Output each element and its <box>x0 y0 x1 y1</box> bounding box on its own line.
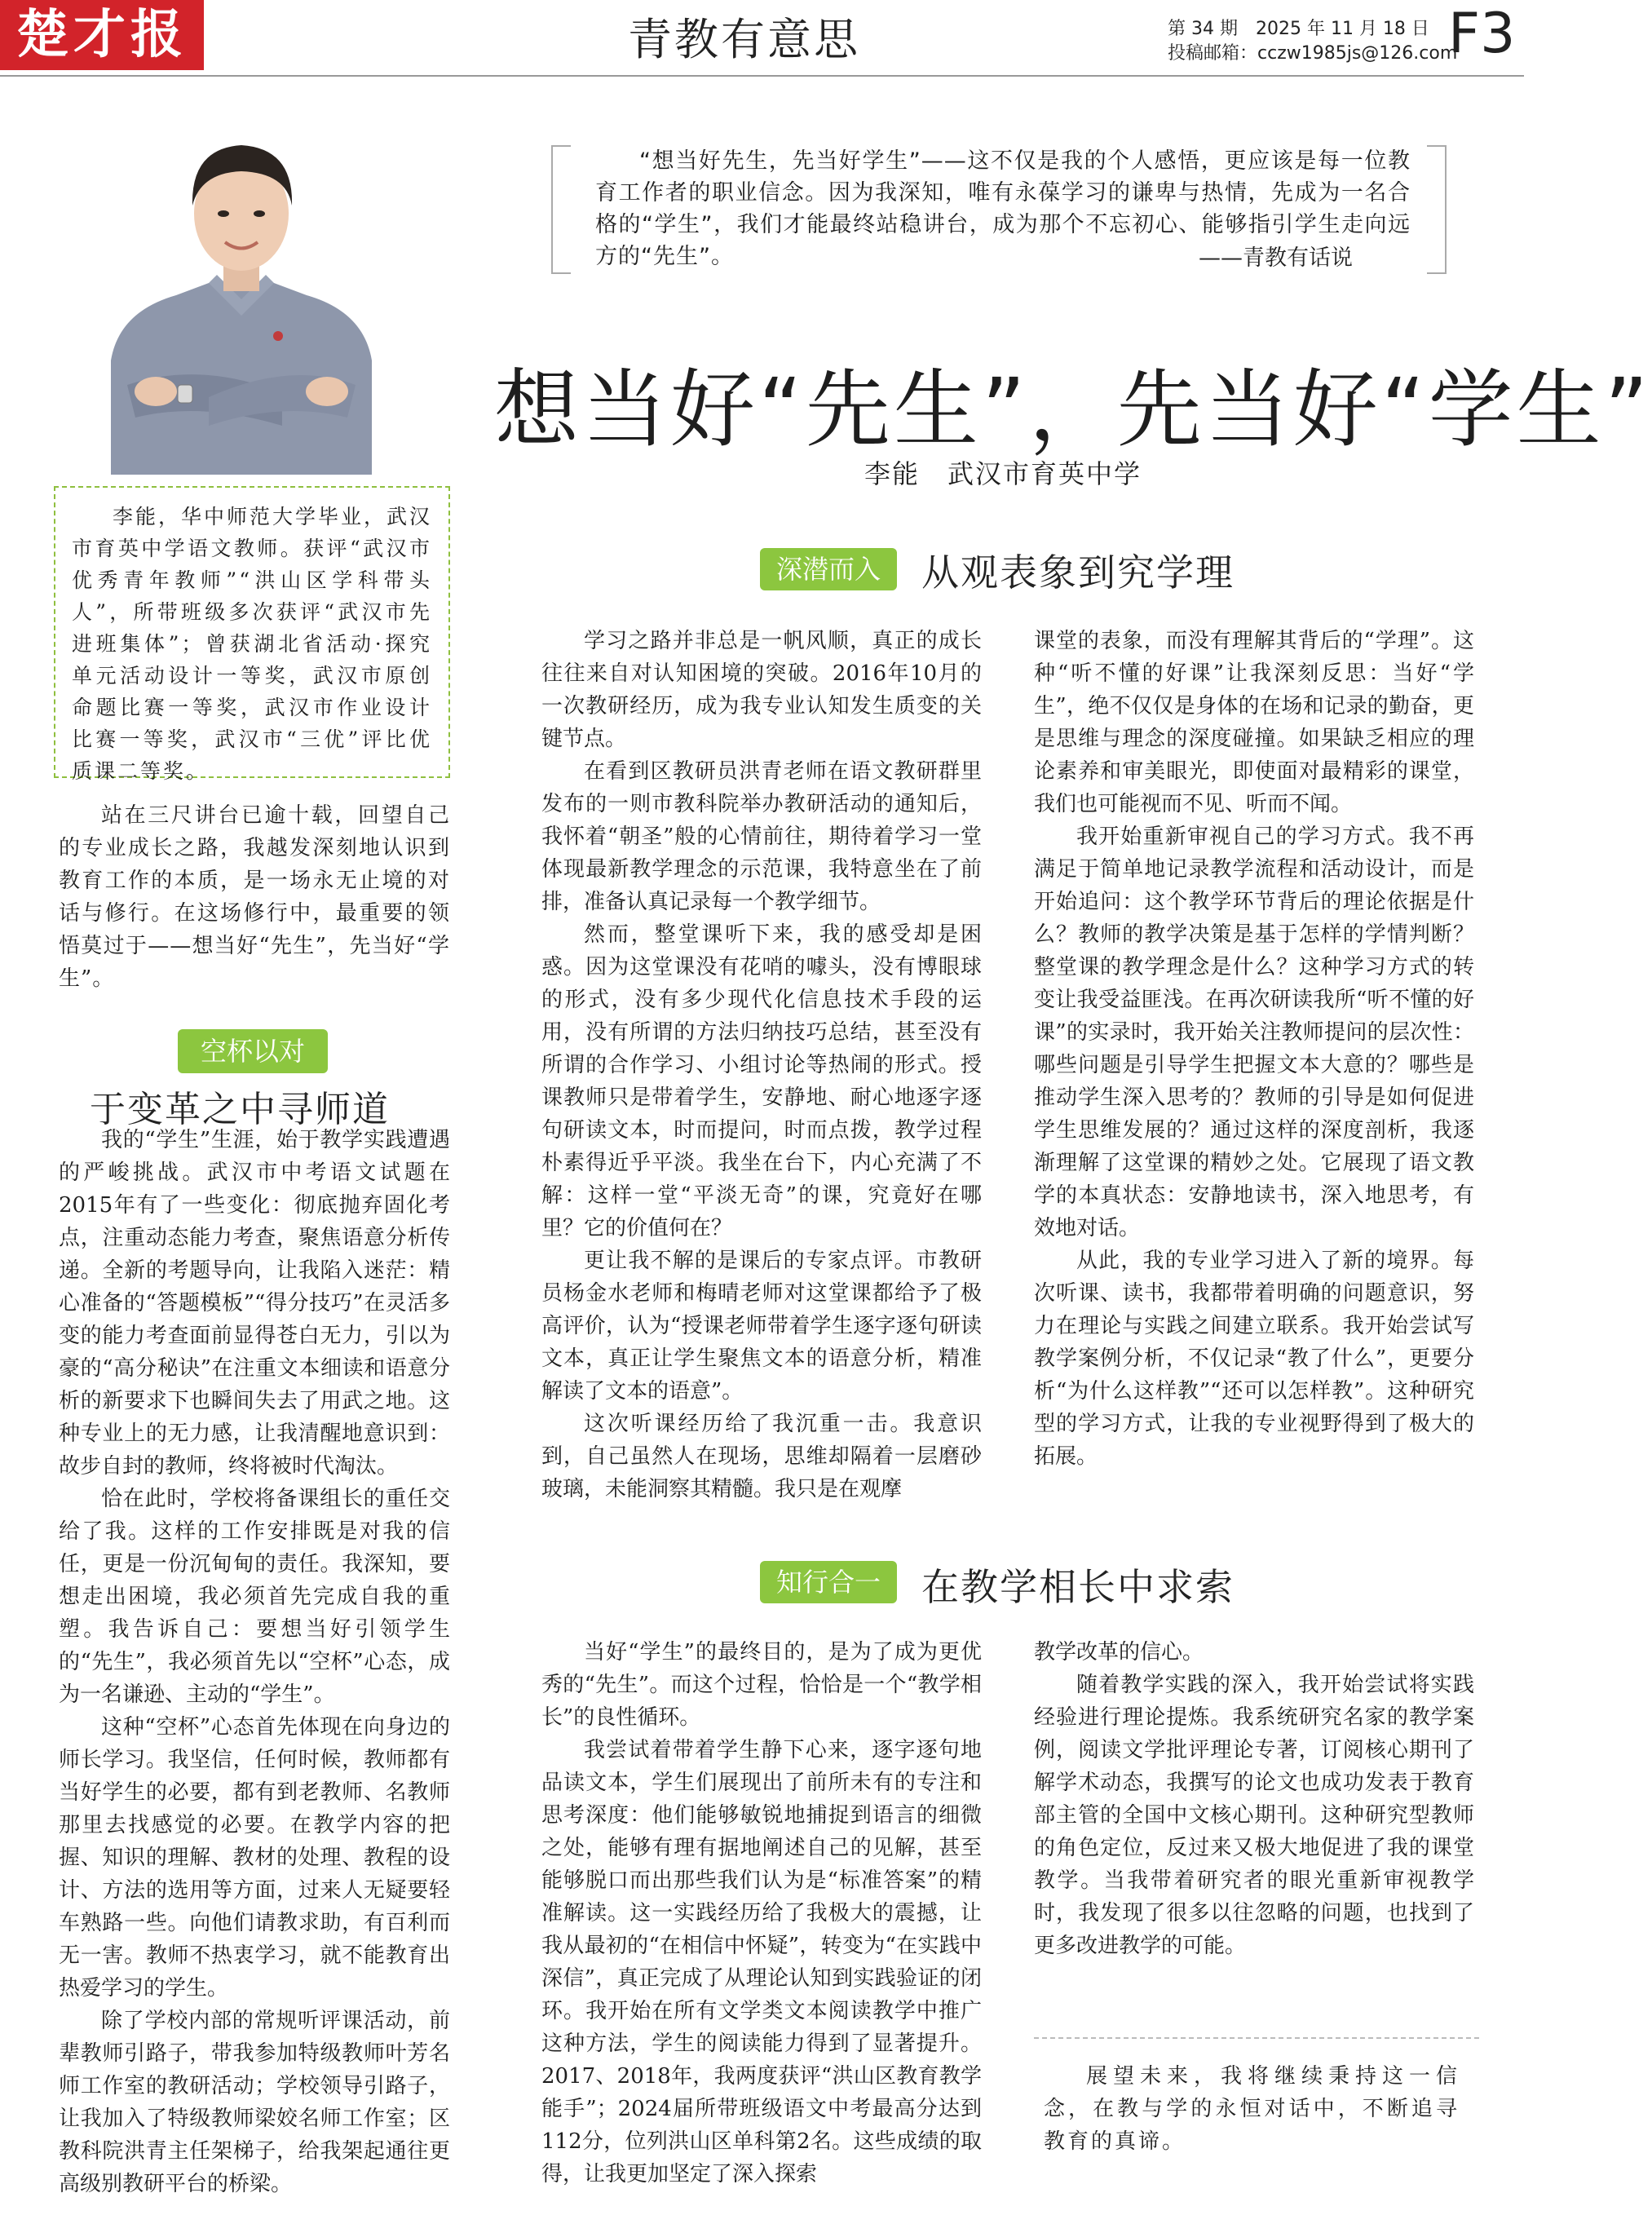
header-divider <box>0 75 1524 77</box>
closing-divider <box>1034 2037 1479 2039</box>
paragraph: 更让我不解的是课后的专家点评。市教研员杨金水老师和梅晴老师对这堂课都给予了极高评价，认为“授课老师带着学生逐字逐句研读文本，真正让学生聚焦文本的语意分析，精准解读了文本的语意”。 <box>541 1249 982 1404</box>
paragraph: 学习之路并非总是一帆风顺，真正的成长往往来自对认知困境的突破。2016年10月的一次教研经历，成为我专业认知发生质变的关键节点。 <box>541 629 982 751</box>
paragraph: 然而，整堂课听下来，我的感受却是困惑。因为这堂课没有花哨的噱头，没有博眼球的形式，没有多少现代化信息技术手段的运用，没有所谓的方法归纳技巧总结，甚至没有所谓的合作学习、小组讨论等热闹的形式。授课教师只是带着学生，安静地、耐心地逐字逐句研读文本，时而提问，时而点拨，教学过程朴素得近乎平淡。我坐在台下，内心充满了不解：这样一堂“平淡无奇”的课，究竟好在哪里？它的价值何在？ <box>541 922 982 1240</box>
author-bio-box <box>54 486 450 783</box>
section-title-3: 在教学相长中求索 <box>921 1565 1235 1609</box>
byline: 李能 武汉市育英中学 <box>864 458 1142 489</box>
paragraph: 我开始重新审视自己的学习方式。我不再满足于简单地记录教学流程和活动设计，而是开始追问：这个教学环节背后的理论依据是什么？教师的教学决策是基于怎样的学情判断？整堂课的教学理念是什么？这种学习方式的转变让我受益匪浅。在再次研读我所“听不懂的好课”的实录时，我开始关注教师提问的层次性：哪些问题是引导学生把握文本大意的？哪些是推动学生深入思考的？教师的引导是如何促进学生思维发展的？通过这样的深度剖析，我逐渐理解了这堂课的精妙之处。它展现了语文教学的本真状态：安静地读书，深入地思考，有效地对话。 <box>1034 825 1474 1240</box>
author-bio: 李能，华中师范大学毕业，武汉市育英中学语文教师。获评“武汉市优秀青年教师”“洪山区学科带头人”，所带班级多次获评“武汉市先进班集体”；曾获湖北省活动·探究单元活动设计一等奖，武汉市原创命题比赛一等奖，武汉市作业设计比赛一等奖，武汉市“三优”评比优质课二等奖。 <box>72 505 433 783</box>
paragraph: 教学改革的信心。 <box>1034 1640 1204 1665</box>
section2-column-b <box>1034 625 1474 1473</box>
paragraph: 我尝试着带着学生静下心来，逐字逐句地品读文本，学生们展现出了前所未有的专注和思考深度：他们能够敏锐地捕捉到语言的细微之处，能够有理有据地阐述自己的见解，甚至能够脱口而出那些我们认为是“标准答案”的精准解读。这一实践经历给了我极大的震撼，让我从最初的“在相信中怀疑”，转变为“在实践中深信”，真正完成了从理论认知到实践验证的闭环。我开始在所有文学类文本阅读教学中推广这种方法，学生的阅读能力得到了显著提升。2017、2018年，我两度获评“洪山区教育教学能手”；2024届所带班级语文中考最高分达到112分，位列洪山区单科第2名。这些成绩的取得，让我更加坚定了深入探索 <box>541 1738 982 2186</box>
paragraph: 从此，我的专业学习进入了新的境界。每次听课、读书，我都带着明确的问题意识，努力在理论与实践之间建立联系。我开始尝试写教学案例分析，不仅记录“教了什么”，更要分析“为什么这样教”“还可以怎样教”。这种研究型的学习方式，让我的专业视野得到了极大的拓展。 <box>1034 1249 1474 1469</box>
paragraph: 这次听课经历给了我沉重一击。我意识到，自己虽然人在现场，思维却隔着一层磨砂玻璃，未能洞察其精髓。我只是在观摩 <box>541 1412 982 1501</box>
pull-quote-source: ——青教有话说 <box>1199 245 1353 271</box>
intro-text: 站在三尺讲台已逾十载，回望自己的专业成长之路，我越发深刻地认识到教育工作的本质，是一场永无止境的对话与修行。在这场修行中，最重要的领悟莫过于——想当好“先生”，先当好“学生”。 <box>59 803 450 991</box>
intro-paragraph <box>59 799 450 995</box>
section-tag-zhixing: 知行合一 <box>760 1561 897 1603</box>
paragraph: 除了学校内部的常规听评课活动，前辈教师引路子，带我参加特级教师叶芳名师工作室的教研活动；学校领导引路子，让我加入了特级教师梁姣名师工作室；区教科院洪青主任架梯子，给我架起通往更高级别教研平台的桥梁。 <box>59 2009 450 2196</box>
paragraph: 课堂的表象，而没有理解其背后的“学理”。这种“听不懂的好课”让我深刻反思：当好“学生”，绝不仅仅是身体的在场和记录的勤奋，更是思维与理念的深度碰撞。如果缺乏相应的理论素养和审美眼光，即使面对最精彩的课堂，我们也可能视而不见、听而不闻。 <box>1034 629 1474 816</box>
closing-statement: 展望未来，我将继续秉持这一信念，在教与学的永恒对话中，不断追寻教育的真谛。 <box>1044 2064 1460 2154</box>
submission-email: 投稿邮箱：cczw1985js@126.com <box>1168 43 1458 64</box>
issue-date: 第 34 期 2025 年 11 月 18 日 <box>1168 19 1429 39</box>
page-number: F3 <box>1448 2 1516 66</box>
section-tag-kongbei: 空杯以对 <box>178 1029 328 1073</box>
section3-column-d <box>1034 1636 1474 1962</box>
pull-quote: “想当好先生，先当好学生”——这不仅是我的个人感悟，更应该是每一位教育工作者的职业信念。因为我深知，唯有永葆学习的谦卑与热情，先成为一名合格的“学生”，我们才能最终站稳讲台，成为那个不忘初心、能够指引学生走向远方的“先生”。 <box>595 148 1411 269</box>
section-tag-shenqian: 深潜而入 <box>760 548 897 590</box>
quote-bracket-left <box>551 145 571 274</box>
paragraph: 我的“学生”生涯，始于教学实践遭遇的严峻挑战。武汉市中考语文试题在2015年有了一些变化：彻底抛弃固化考点，注重动态能力考查，聚焦语意分析传递。全新的考题导向，让我陷入迷茫：精心准备的“答题模板”“得分技巧”在灵活多变的能力考查面前显得苍白无力，引以为豪的“高分秘诀”在注重文本细读和语意分析的新要求下也瞬间失去了用武之地。这种专业上的无力感，让我清醒地意识到：故步自封的教师，终将被时代淘汰。 <box>59 1128 450 1479</box>
paragraph: 当好“学生”的最终目的，是为了成为更优秀的“先生”。而这个过程，恰恰是一个“教学相长”的良性循环。 <box>541 1640 982 1730</box>
section-title: 青教有意思 <box>628 14 860 65</box>
author-portrait <box>78 91 404 475</box>
paragraph: 随着教学实践的深入，我开始尝试将实践经验进行理论提炼。我系统研究名家的教学案例，阅读文学批评理论专著，订阅核心期刊了解学术动态，我撰写的论文也成功发表于教育部主管的全国中文核心期刊。这种研究型教师的角色定位，反过来又极大地促进了我的课堂教学。当我带着研究者的眼光重新审视教学时，我发现了很多以往忽略的问题，也找到了更多改进教学的可能。 <box>1034 1673 1474 1958</box>
article-headline: 想当好“先生”，先当好“学生” <box>494 360 1652 459</box>
section3-column-c <box>541 1636 982 2191</box>
paragraph: 恰在此时，学校将备课组长的重任交给了我。这样的工作安排既是对我的信任，更是一份沉甸甸的责任。我深知，要想走出困境，我必须首先完成自我的重塑。我告诉自己：要想当好引领学生的“先生”，我必须首先以“空杯”心态，成为一名谦逊、主动的“学生”。 <box>59 1487 450 1707</box>
section-title-1: 于变革之中寻师道 <box>90 1089 390 1130</box>
section1-body <box>59 1124 450 2200</box>
paragraph: 这种“空杯”心态首先体现在向身边的师长学习。我坚信，任何时候，教师都有当好学生的必要，都有到老教师、名教师那里去找感觉的必要。在教学内容的把握、知识的理解、教材的处理、教程的设计、方法的选用等方面，过来人无疑要轻车熟路一些。向他们请教求助，有百利而无一害。教师不热衷学习，就不能教育出热爱学习的学生。 <box>59 1715 450 2001</box>
section-title-2: 从观表象到究学理 <box>921 550 1235 595</box>
section2-column-a <box>541 625 982 1505</box>
paragraph: 在看到区教研员洪青老师在语文教研群里发布的一则市教科院举办教研活动的通知后，我怀着“朝圣”般的心情前往，期待着学习一堂体现最新教学理念的示范课，我特意坐在了前排，准备认真记录每一个教学细节。 <box>541 759 982 914</box>
masthead-logo: 楚才报 <box>0 0 204 70</box>
quote-bracket-right <box>1427 145 1447 274</box>
